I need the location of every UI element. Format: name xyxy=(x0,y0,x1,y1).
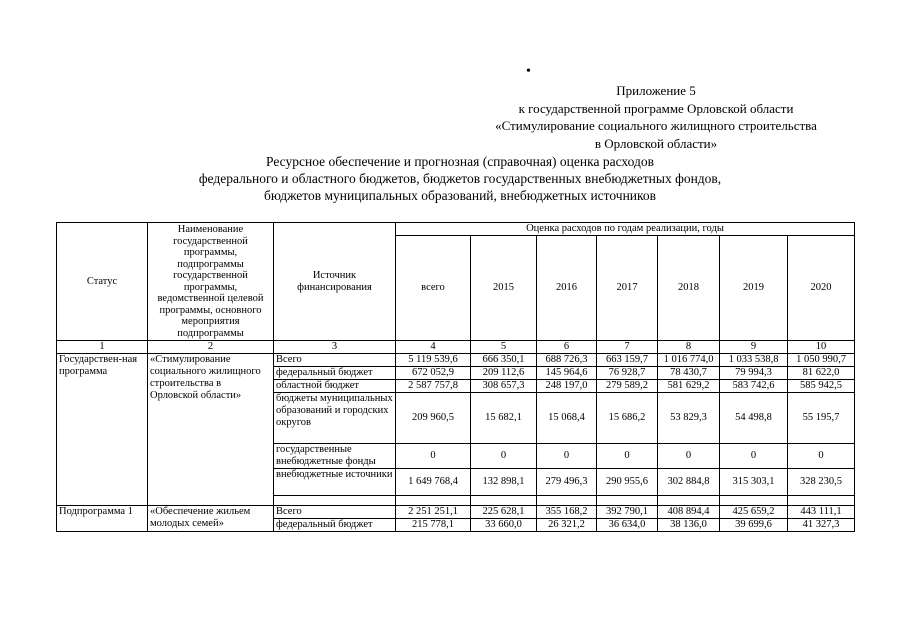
appendix-line-2: к государственной программе Орловской области xyxy=(518,100,794,116)
block1-status: Государствен-ная программа xyxy=(57,354,148,506)
source-cell: федеральный бюджет xyxy=(274,367,396,380)
col-number-2: 2 xyxy=(148,341,274,354)
value-cell: 209 960,5 xyxy=(396,393,471,444)
value-cell: 0 xyxy=(788,444,855,469)
header-name: Наименование государственной программы, подпрограммы государственной программы, ведомственной целевой программы, основного мероприятия подпрограммы xyxy=(148,223,274,341)
block2-status: Подпрограмма 1 xyxy=(57,506,148,532)
block1-name: «Стимулирование социального жилищного строительства в Орловской области» xyxy=(148,354,274,506)
value-cell: 443 111,1 xyxy=(788,506,855,519)
value-cell: 0 xyxy=(396,444,471,469)
value-cell: 2 587 757,8 xyxy=(396,380,471,393)
col-number-1: 1 xyxy=(57,341,148,354)
col-number-5: 5 xyxy=(471,341,537,354)
empty-cell xyxy=(720,496,788,506)
empty-cell xyxy=(658,496,720,506)
empty-cell xyxy=(471,496,537,506)
column-number-row xyxy=(57,341,855,354)
value-cell: 666 350,1 xyxy=(471,354,537,367)
value-cell: 279 589,2 xyxy=(597,380,658,393)
value-cell: 36 634,0 xyxy=(597,519,658,532)
value-cell: 2 251 251,1 xyxy=(396,506,471,519)
value-cell: 355 168,2 xyxy=(537,506,597,519)
value-cell: 1 649 768,4 xyxy=(396,469,471,496)
title-line-2: федерального и областного бюджетов, бюджетов государственных внебюджетных фондов, xyxy=(198,171,722,186)
source-cell: Всего xyxy=(274,354,396,367)
empty-cell xyxy=(788,496,855,506)
value-cell: 0 xyxy=(720,444,788,469)
col-number-8: 8 xyxy=(658,341,720,354)
value-cell: 279 496,3 xyxy=(537,469,597,496)
value-cell: 672 052,9 xyxy=(396,367,471,380)
value-cell: 145 964,6 xyxy=(537,367,597,380)
value-cell: 33 660,0 xyxy=(471,519,537,532)
block2-name: «Обеспечение жильем молодых семей» xyxy=(148,506,274,532)
source-cell: государственные внебюджетные фонды xyxy=(274,444,396,469)
budget-table xyxy=(56,222,855,532)
value-cell: 1 033 538,8 xyxy=(720,354,788,367)
source-cell: внебюджетные источники xyxy=(274,469,396,496)
header-estimate: Оценка расходов по годам реализации, годы xyxy=(396,223,855,236)
header-year-2017: 2017 xyxy=(597,235,658,341)
empty-cell xyxy=(396,496,471,506)
value-cell: 132 898,1 xyxy=(471,469,537,496)
header-year-2015: 2015 xyxy=(471,235,537,341)
source-cell: федеральный бюджет xyxy=(274,519,396,532)
col-number-4: 4 xyxy=(396,341,471,354)
header-year-2019: 2019 xyxy=(720,235,788,341)
document-title xyxy=(160,153,760,204)
header-source: Источник финансирования xyxy=(274,223,396,341)
header-row-1 xyxy=(57,223,855,236)
value-cell: 78 430,7 xyxy=(658,367,720,380)
header-status: Статус xyxy=(57,223,148,341)
col-number-7: 7 xyxy=(597,341,658,354)
value-cell: 315 303,1 xyxy=(720,469,788,496)
value-cell: 39 699,6 xyxy=(720,519,788,532)
value-cell: 585 942,5 xyxy=(788,380,855,393)
value-cell: 392 790,1 xyxy=(597,506,658,519)
value-cell: 0 xyxy=(471,444,537,469)
value-cell: 79 994,3 xyxy=(720,367,788,380)
empty-cell xyxy=(274,496,396,506)
value-cell: 1 050 990,7 xyxy=(788,354,855,367)
value-cell: 41 327,3 xyxy=(788,519,855,532)
col-number-10: 10 xyxy=(788,341,855,354)
value-cell: 408 894,4 xyxy=(658,506,720,519)
value-cell: 0 xyxy=(658,444,720,469)
value-cell: 0 xyxy=(597,444,658,469)
value-cell: 0 xyxy=(537,444,597,469)
appendix-heading xyxy=(470,82,842,152)
value-cell: 302 884,8 xyxy=(658,469,720,496)
value-cell: 1 016 774,0 xyxy=(658,354,720,367)
table-row xyxy=(57,354,855,367)
value-cell: 663 159,7 xyxy=(597,354,658,367)
value-cell: 53 829,3 xyxy=(658,393,720,444)
header-year-2020: 2020 xyxy=(788,235,855,341)
header-year-2016: 2016 xyxy=(537,235,597,341)
value-cell: 209 112,6 xyxy=(471,367,537,380)
value-cell: 81 622,0 xyxy=(788,367,855,380)
title-line-1: Ресурсное обеспечение и прогнозная (справочная) оценка расходов xyxy=(266,154,654,169)
appendix-line-1: Приложение 5 xyxy=(616,83,696,98)
empty-cell xyxy=(597,496,658,506)
value-cell: 583 742,6 xyxy=(720,380,788,393)
col-number-6: 6 xyxy=(537,341,597,354)
appendix-line-3: «Стимулирование социального жилищного строительства xyxy=(495,118,817,133)
source-cell: областной бюджет xyxy=(274,380,396,393)
value-cell: 54 498,8 xyxy=(720,393,788,444)
header-year-total: всего xyxy=(396,235,471,341)
value-cell: 55 195,7 xyxy=(788,393,855,444)
value-cell: 15 686,2 xyxy=(597,393,658,444)
source-cell: бюджеты муниципальных образований и городских округов xyxy=(274,393,396,444)
value-cell: 290 955,6 xyxy=(597,469,658,496)
value-cell: 15 682,1 xyxy=(471,393,537,444)
value-cell: 328 230,5 xyxy=(788,469,855,496)
value-cell: 308 657,3 xyxy=(471,380,537,393)
header-year-2018: 2018 xyxy=(658,235,720,341)
value-cell: 38 136,0 xyxy=(658,519,720,532)
col-number-9: 9 xyxy=(720,341,788,354)
table-row xyxy=(57,506,855,519)
appendix-line-4: в Орловской области» xyxy=(594,135,718,151)
value-cell: 15 068,4 xyxy=(537,393,597,444)
value-cell: 76 928,7 xyxy=(597,367,658,380)
value-cell: 225 628,1 xyxy=(471,506,537,519)
title-line-3: бюджетов муниципальных образований, внебюджетных источников xyxy=(263,188,657,203)
col-number-3: 3 xyxy=(274,341,396,354)
value-cell: 26 321,2 xyxy=(537,519,597,532)
value-cell: 581 629,2 xyxy=(658,380,720,393)
empty-cell xyxy=(537,496,597,506)
value-cell: 688 726,3 xyxy=(537,354,597,367)
value-cell: 5 119 539,6 xyxy=(396,354,471,367)
stray-dot: • xyxy=(526,64,531,79)
value-cell: 215 778,1 xyxy=(396,519,471,532)
value-cell: 425 659,2 xyxy=(720,506,788,519)
source-cell: Всего xyxy=(274,506,396,519)
value-cell: 248 197,0 xyxy=(537,380,597,393)
